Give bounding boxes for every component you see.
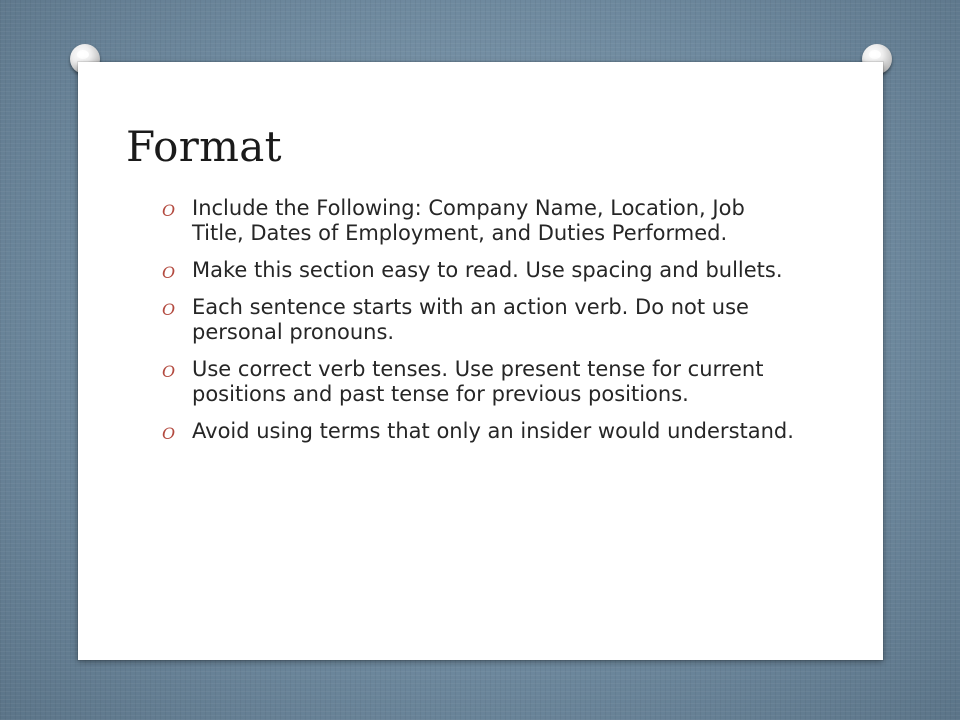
bullet-marker-icon: O	[162, 300, 176, 319]
bullet-marker-icon: O	[162, 424, 176, 443]
list-item	[162, 196, 802, 246]
list-item	[162, 357, 802, 407]
bullet-text: Each sentence starts with an action verb. Do not use personal pronouns.	[192, 295, 749, 344]
bullet-marker-icon: O	[162, 263, 176, 282]
list-item	[162, 258, 802, 283]
list-item	[162, 419, 802, 444]
bullet-text: Use correct verb tenses. Use present tense for current positions and past tense for previous positions.	[192, 357, 764, 406]
bullet-marker-icon: O	[162, 201, 176, 220]
bullet-text: Include the Following: Company Name, Location, Job Title, Dates of Employment, and Duties Performed.	[192, 196, 745, 245]
bullet-list	[162, 196, 802, 456]
list-item	[162, 295, 802, 345]
bullet-text: Avoid using terms that only an insider would understand.	[192, 419, 794, 443]
bullet-marker-icon: O	[162, 362, 176, 381]
slide-title: Format	[126, 122, 282, 171]
bullet-text: Make this section easy to read. Use spacing and bullets.	[192, 258, 783, 282]
